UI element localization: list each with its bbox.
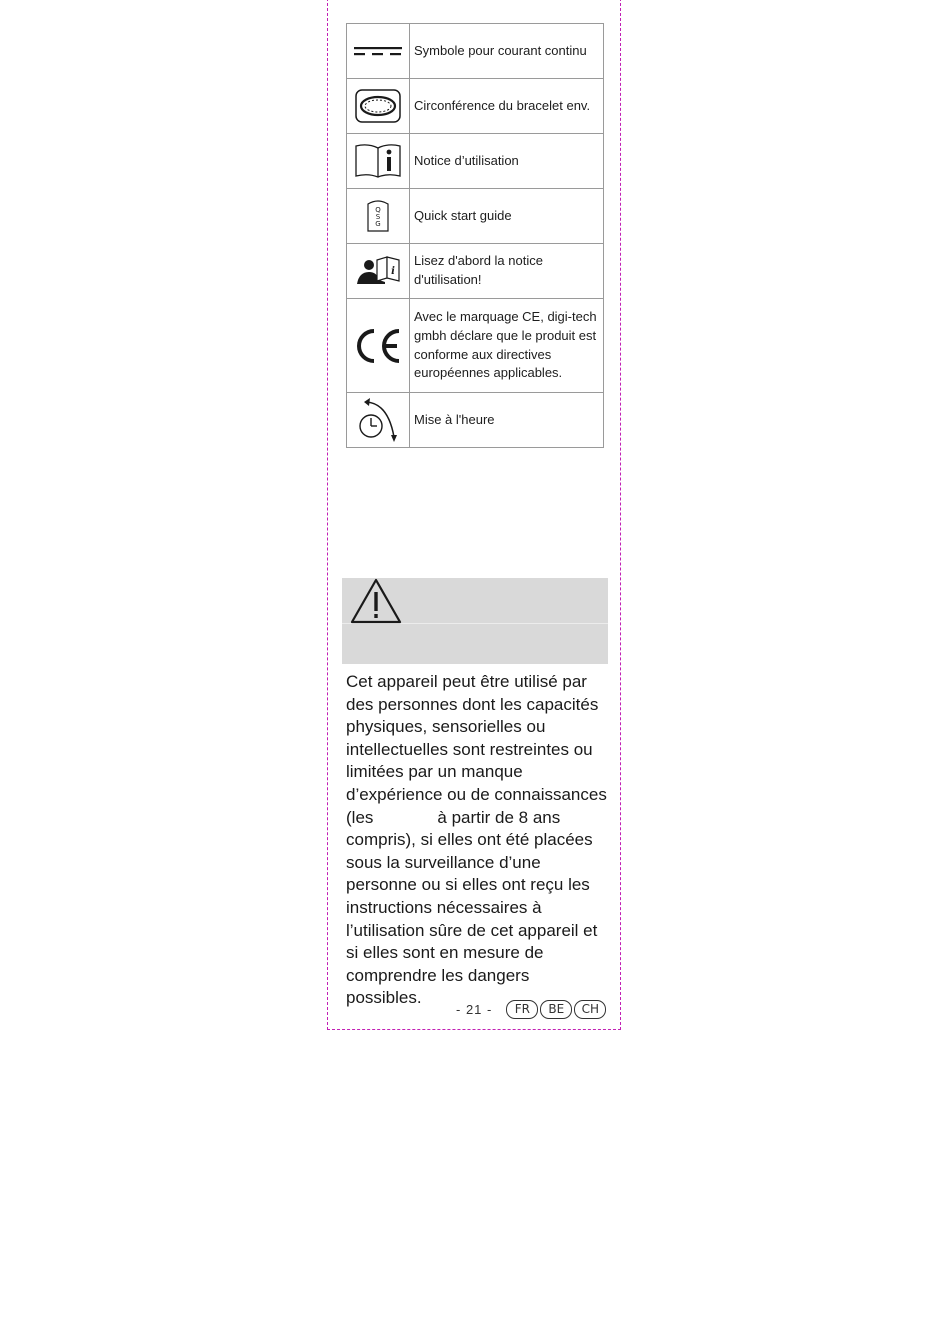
symbol-table: [346, 23, 604, 448]
paragraph-part-1: Cet appareil peut être utilisé par des personnes dont les capacités physiques, sensorielles ou intellectuelles sont restreintes ou limitées par un manque d’expérience ou de connaissances (les: [346, 672, 607, 827]
symbol-description: Lisez d'abord la notice d'utilisation!: [410, 244, 604, 299]
table-row: [347, 244, 604, 299]
table-row: [347, 393, 604, 448]
page-number: - 21 -: [456, 1001, 493, 1017]
safety-paragraph: [346, 671, 608, 1010]
svg-text:i: i: [391, 266, 395, 277]
icon-cell: [347, 244, 410, 299]
icon-cell: [347, 393, 410, 448]
symbol-description: Symbole pour courant continu: [410, 24, 604, 79]
read-manual-first-icon: [355, 254, 401, 288]
table-row: [347, 299, 604, 393]
icon-cell: [347, 189, 410, 244]
table-row: [347, 134, 604, 189]
symbol-description: Mise à l'heure: [410, 393, 604, 448]
symbol-description: Circonférence du bracelet env.: [410, 79, 604, 134]
quick-start-guide-icon: [365, 198, 391, 234]
icon-cell: [347, 24, 410, 79]
country-badge-ch: CH: [574, 1000, 606, 1019]
icon-cell: [347, 79, 410, 134]
symbol-description: Quick start guide: [410, 189, 604, 244]
icon-cell: [347, 134, 410, 189]
set-time-icon: [356, 397, 400, 443]
symbol-description: Notice d’utilisation: [410, 134, 604, 189]
country-badge-be: BE: [540, 1000, 572, 1019]
page-footer: [456, 999, 606, 1019]
svg-text:S: S: [375, 213, 381, 221]
warning-triangle-icon: [349, 578, 403, 626]
paragraph-part-2: à partir de 8 ans compris), si elles ont été placées sous la surveillance d’une personne ou si elles ont reçu les instructions nécessaires à l’utilisation sûre de cet appareil et si elles sont en mesure de comprendre les dangers possibles.: [346, 807, 598, 1008]
table-row: [347, 79, 604, 134]
ce-mark-icon: [354, 328, 402, 364]
svg-text:Q: Q: [375, 206, 381, 214]
table-row: [347, 189, 604, 244]
manual-book-icon: [353, 142, 403, 180]
svg-text:G: G: [375, 220, 381, 228]
direct-current-icon: [354, 44, 402, 58]
symbol-description: Avec le marquage CE, digi-tech gmbh déclare que le produit est conforme aux directives européennes applicables.: [410, 299, 604, 393]
icon-cell: [347, 299, 410, 393]
table-row: [347, 24, 604, 79]
country-badge-fr: FR: [506, 1000, 538, 1019]
bracelet-circumference-icon: [354, 88, 402, 124]
warning-banner: [342, 578, 608, 664]
